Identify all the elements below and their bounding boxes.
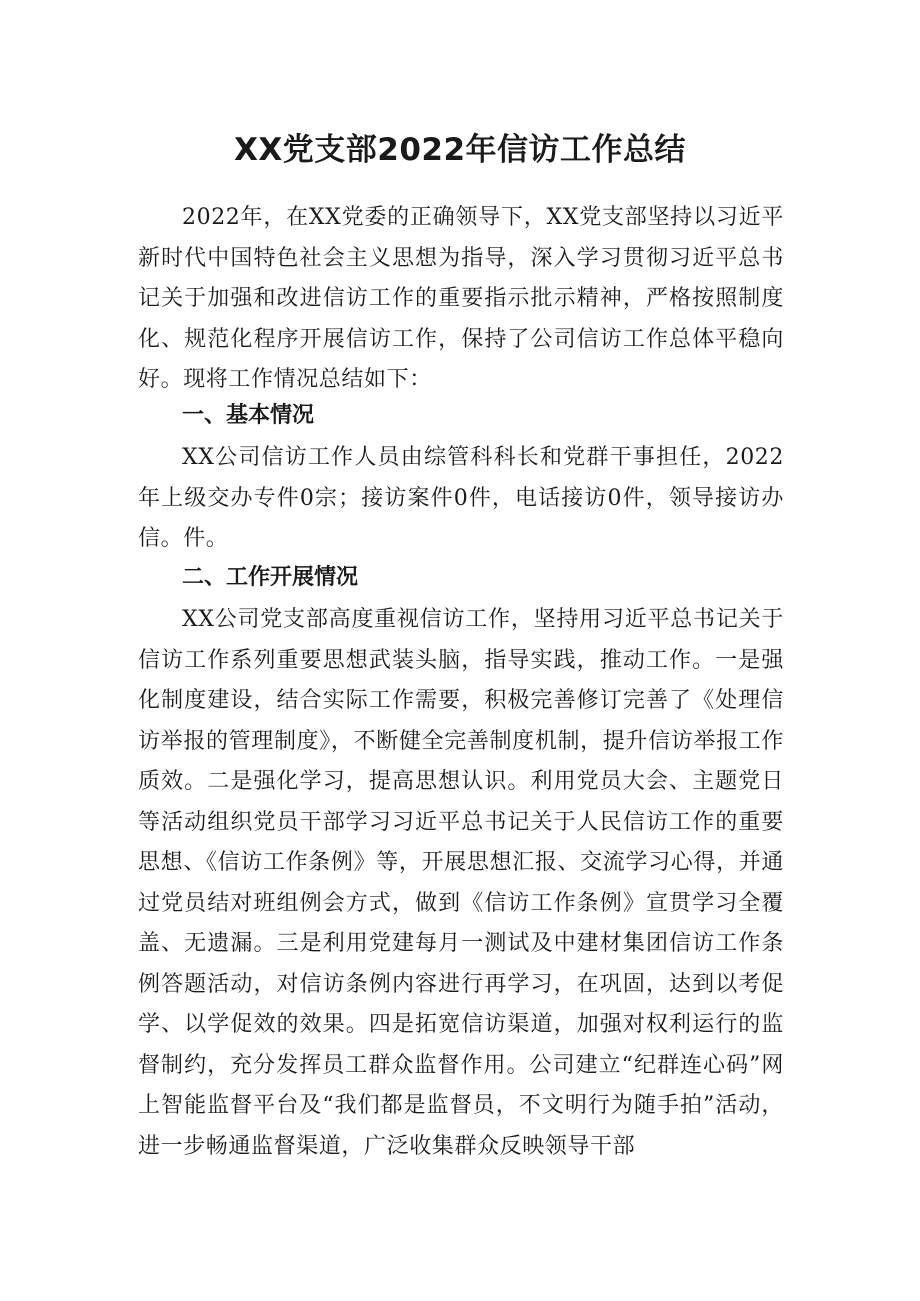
section-paragraph-work-progress: XX公司党支部高度重视信访工作，坚持用习近平总书记关于信访工作系列重要思想武装头脑，指导实践，推动工作。一是强化制度建设，结合实际工作需要，积极完善修订完善了《处理信访举报的管理制度》，不断健全完善制度机制，提升信访举报工作质效。二是强化学习，提高思想认识。利用党员大会、主题党日等活动组织党员干部学习习近平总书记关于人民信访工作的重要思想、《信访工作条例》等，开展思想汇报、交流学习心得，并通过党员结对班组例会方式，做到《信访工作条例》宣贯学习全覆盖、无遗漏。三是利用党建每月一测试及中建材集团信访工作条例答题活动，对信访条例内容进行再学习，在巩固，达到以考促学、以学促效的效果。四是拓宽信访渠道，加强对权利运行的监督制约，充分发挥员工群众监督作用。公司建立“纪群连心码”网上智能监督平台及“我们都是监督员，不文明行为随手拍”活动，进一步畅通监督渠道，广泛收集群众反映领导干部 — [138, 607, 784, 1159]
intro-paragraph: 2022年，在XX党委的正确领导下，XX党支部坚持以习近平新时代中国特色社会主义思想为指导，深入学习贯彻习近平总书记关于加强和改进信访工作的重要指示批示精神，严格按照制度化、规范化程序开展信访工作，保持了公司信访工作总体平稳向好。现将工作情况总结如下： — [138, 205, 784, 392]
document-title: XX党支部2022年信访工作总结 — [233, 132, 687, 168]
section-heading-work-progress: 二、工作开展情况 — [182, 565, 359, 590]
section-heading-basic-situation: 一、基本情况 — [182, 403, 315, 428]
section-paragraph-basic-situation: XX公司信访工作人员由综管科科长和党群干事担任，2022年上级交办专件0宗；接访案件0件，电话接访0件，领导接访办信。件。 — [138, 445, 784, 551]
